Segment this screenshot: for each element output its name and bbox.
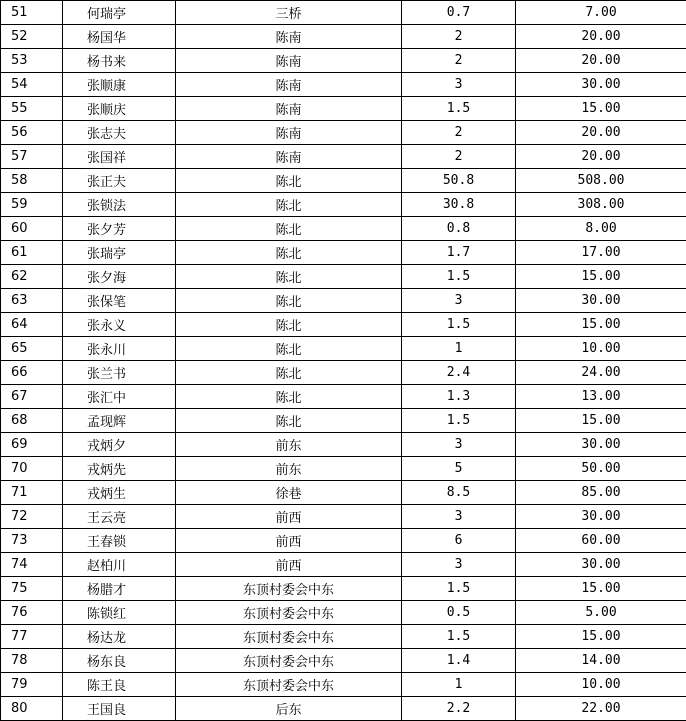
name-cell: 张永义 xyxy=(63,313,176,337)
name-cell: 杨腊才 xyxy=(63,577,176,601)
amount-cell: 10.00 xyxy=(516,337,686,361)
village-cell: 陈北 xyxy=(176,361,402,385)
row-number: 69 xyxy=(1,433,63,457)
row-number: 57 xyxy=(1,145,63,169)
name-cell: 张正夫 xyxy=(63,169,176,193)
quantity-cell: 1.7 xyxy=(402,241,516,265)
village-cell: 东顶村委会中东 xyxy=(176,601,402,625)
row-number: 80 xyxy=(1,697,63,721)
table-row xyxy=(1,601,686,625)
name-cell: 张锁法 xyxy=(63,193,176,217)
name-cell: 张兰书 xyxy=(63,361,176,385)
row-number: 74 xyxy=(1,553,63,577)
amount-cell: 15.00 xyxy=(516,577,686,601)
amount-cell: 5.00 xyxy=(516,601,686,625)
amount-cell: 60.00 xyxy=(516,529,686,553)
quantity-cell: 1.4 xyxy=(402,649,516,673)
name-cell: 张顺康 xyxy=(63,73,176,97)
village-cell: 陈北 xyxy=(176,193,402,217)
amount-cell: 50.00 xyxy=(516,457,686,481)
table-row xyxy=(1,73,686,97)
name-cell: 赵柏川 xyxy=(63,553,176,577)
quantity-cell: 50.8 xyxy=(402,169,516,193)
name-cell: 戎炳生 xyxy=(63,481,176,505)
amount-cell: 17.00 xyxy=(516,241,686,265)
name-cell: 陈王良 xyxy=(63,673,176,697)
table-body xyxy=(1,1,686,721)
row-number: 76 xyxy=(1,601,63,625)
village-cell: 陈南 xyxy=(176,121,402,145)
quantity-cell: 5 xyxy=(402,457,516,481)
amount-cell: 8.00 xyxy=(516,217,686,241)
table-row xyxy=(1,265,686,289)
village-cell: 陈南 xyxy=(176,73,402,97)
quantity-cell: 1.5 xyxy=(402,313,516,337)
row-number: 64 xyxy=(1,313,63,337)
quantity-cell: 1.5 xyxy=(402,409,516,433)
table-row xyxy=(1,553,686,577)
row-number: 70 xyxy=(1,457,63,481)
amount-cell: 10.00 xyxy=(516,673,686,697)
amount-cell: 15.00 xyxy=(516,625,686,649)
name-cell: 戎炳先 xyxy=(63,457,176,481)
name-cell: 张汇中 xyxy=(63,385,176,409)
amount-cell: 22.00 xyxy=(516,697,686,721)
village-cell: 陈南 xyxy=(176,97,402,121)
name-cell: 张永川 xyxy=(63,337,176,361)
name-cell: 张夕海 xyxy=(63,265,176,289)
quantity-cell: 2 xyxy=(402,25,516,49)
amount-cell: 30.00 xyxy=(516,553,686,577)
village-cell: 东顶村委会中东 xyxy=(176,673,402,697)
quantity-cell: 1.5 xyxy=(402,577,516,601)
table-row xyxy=(1,361,686,385)
quantity-cell: 0.8 xyxy=(402,217,516,241)
table-row xyxy=(1,49,686,73)
amount-cell: 20.00 xyxy=(516,121,686,145)
village-cell: 陈南 xyxy=(176,25,402,49)
row-number: 52 xyxy=(1,25,63,49)
row-number: 62 xyxy=(1,265,63,289)
amount-cell: 14.00 xyxy=(516,649,686,673)
row-number: 71 xyxy=(1,481,63,505)
quantity-cell: 2 xyxy=(402,121,516,145)
name-cell: 张志夫 xyxy=(63,121,176,145)
amount-cell: 30.00 xyxy=(516,505,686,529)
row-number: 59 xyxy=(1,193,63,217)
quantity-cell: 2.2 xyxy=(402,697,516,721)
amount-cell: 508.00 xyxy=(516,169,686,193)
quantity-cell: 1 xyxy=(402,337,516,361)
table-row xyxy=(1,529,686,553)
name-cell: 何瑞亭 xyxy=(63,1,176,25)
village-cell: 陈北 xyxy=(176,241,402,265)
amount-cell: 20.00 xyxy=(516,49,686,73)
name-cell: 张夕芳 xyxy=(63,217,176,241)
table-row xyxy=(1,217,686,241)
table-row xyxy=(1,673,686,697)
row-number: 68 xyxy=(1,409,63,433)
table-row xyxy=(1,481,686,505)
table-row xyxy=(1,457,686,481)
amount-cell: 24.00 xyxy=(516,361,686,385)
village-cell: 前西 xyxy=(176,553,402,577)
amount-cell: 30.00 xyxy=(516,73,686,97)
row-number: 53 xyxy=(1,49,63,73)
table-row xyxy=(1,1,686,25)
village-cell: 前东 xyxy=(176,457,402,481)
table-row xyxy=(1,385,686,409)
table-row xyxy=(1,289,686,313)
name-cell: 杨书来 xyxy=(63,49,176,73)
row-number: 66 xyxy=(1,361,63,385)
quantity-cell: 2 xyxy=(402,145,516,169)
table-row xyxy=(1,625,686,649)
quantity-cell: 3 xyxy=(402,505,516,529)
table-row xyxy=(1,241,686,265)
row-number: 65 xyxy=(1,337,63,361)
amount-cell: 15.00 xyxy=(516,265,686,289)
village-cell: 陈南 xyxy=(176,49,402,73)
table-row xyxy=(1,433,686,457)
amount-cell: 7.00 xyxy=(516,1,686,25)
table-row xyxy=(1,121,686,145)
name-cell: 陈锁红 xyxy=(63,601,176,625)
table-row xyxy=(1,97,686,121)
quantity-cell: 30.8 xyxy=(402,193,516,217)
table-row xyxy=(1,25,686,49)
village-cell: 陈北 xyxy=(176,265,402,289)
village-cell: 陈北 xyxy=(176,385,402,409)
quantity-cell: 3 xyxy=(402,433,516,457)
name-cell: 杨国华 xyxy=(63,25,176,49)
table-row xyxy=(1,505,686,529)
amount-cell: 15.00 xyxy=(516,313,686,337)
amount-cell: 15.00 xyxy=(516,409,686,433)
quantity-cell: 3 xyxy=(402,553,516,577)
village-cell: 陈北 xyxy=(176,169,402,193)
quantity-cell: 8.5 xyxy=(402,481,516,505)
row-number: 60 xyxy=(1,217,63,241)
row-number: 75 xyxy=(1,577,63,601)
amount-cell: 30.00 xyxy=(516,433,686,457)
table-row xyxy=(1,313,686,337)
row-number: 79 xyxy=(1,673,63,697)
name-cell: 王春锁 xyxy=(63,529,176,553)
amount-cell: 20.00 xyxy=(516,145,686,169)
amount-cell: 15.00 xyxy=(516,97,686,121)
row-number: 61 xyxy=(1,241,63,265)
quantity-cell: 0.7 xyxy=(402,1,516,25)
village-cell: 徐巷 xyxy=(176,481,402,505)
village-cell: 前西 xyxy=(176,505,402,529)
name-cell: 戎炳夕 xyxy=(63,433,176,457)
amount-cell: 308.00 xyxy=(516,193,686,217)
row-number: 54 xyxy=(1,73,63,97)
table-row xyxy=(1,409,686,433)
quantity-cell: 0.5 xyxy=(402,601,516,625)
village-cell: 陈北 xyxy=(176,337,402,361)
village-cell: 三桥 xyxy=(176,1,402,25)
table-row xyxy=(1,649,686,673)
row-number: 58 xyxy=(1,169,63,193)
village-cell: 东顶村委会中东 xyxy=(176,577,402,601)
quantity-cell: 6 xyxy=(402,529,516,553)
quantity-cell: 1 xyxy=(402,673,516,697)
quantity-cell: 1.5 xyxy=(402,265,516,289)
table-row xyxy=(1,145,686,169)
name-cell: 王云亮 xyxy=(63,505,176,529)
village-cell: 前西 xyxy=(176,529,402,553)
row-number: 63 xyxy=(1,289,63,313)
row-number: 56 xyxy=(1,121,63,145)
name-cell: 张瑞亭 xyxy=(63,241,176,265)
row-number: 72 xyxy=(1,505,63,529)
quantity-cell: 2.4 xyxy=(402,361,516,385)
village-cell: 东顶村委会中东 xyxy=(176,649,402,673)
village-cell: 陈北 xyxy=(176,217,402,241)
row-number: 78 xyxy=(1,649,63,673)
name-cell: 杨东良 xyxy=(63,649,176,673)
name-cell: 杨达龙 xyxy=(63,625,176,649)
table-row xyxy=(1,697,686,721)
quantity-cell: 1.5 xyxy=(402,97,516,121)
table-row xyxy=(1,193,686,217)
quantity-cell: 1.5 xyxy=(402,625,516,649)
row-number: 55 xyxy=(1,97,63,121)
village-cell: 陈北 xyxy=(176,289,402,313)
row-number: 51 xyxy=(1,1,63,25)
quantity-cell: 3 xyxy=(402,73,516,97)
row-number: 73 xyxy=(1,529,63,553)
table-row xyxy=(1,337,686,361)
row-number: 77 xyxy=(1,625,63,649)
name-cell: 张保笔 xyxy=(63,289,176,313)
amount-cell: 13.00 xyxy=(516,385,686,409)
amount-cell: 20.00 xyxy=(516,25,686,49)
table-row xyxy=(1,577,686,601)
amount-cell: 85.00 xyxy=(516,481,686,505)
village-cell: 后东 xyxy=(176,697,402,721)
village-cell: 前东 xyxy=(176,433,402,457)
name-cell: 张国祥 xyxy=(63,145,176,169)
amount-cell: 30.00 xyxy=(516,289,686,313)
name-cell: 张顺庆 xyxy=(63,97,176,121)
table-row xyxy=(1,169,686,193)
quantity-cell: 2 xyxy=(402,49,516,73)
quantity-cell: 3 xyxy=(402,289,516,313)
name-cell: 王国良 xyxy=(63,697,176,721)
name-cell: 孟现辉 xyxy=(63,409,176,433)
row-number: 67 xyxy=(1,385,63,409)
village-cell: 陈北 xyxy=(176,409,402,433)
village-cell: 陈南 xyxy=(176,145,402,169)
village-cell: 东顶村委会中东 xyxy=(176,625,402,649)
quantity-cell: 1.3 xyxy=(402,385,516,409)
village-cell: 陈北 xyxy=(176,313,402,337)
